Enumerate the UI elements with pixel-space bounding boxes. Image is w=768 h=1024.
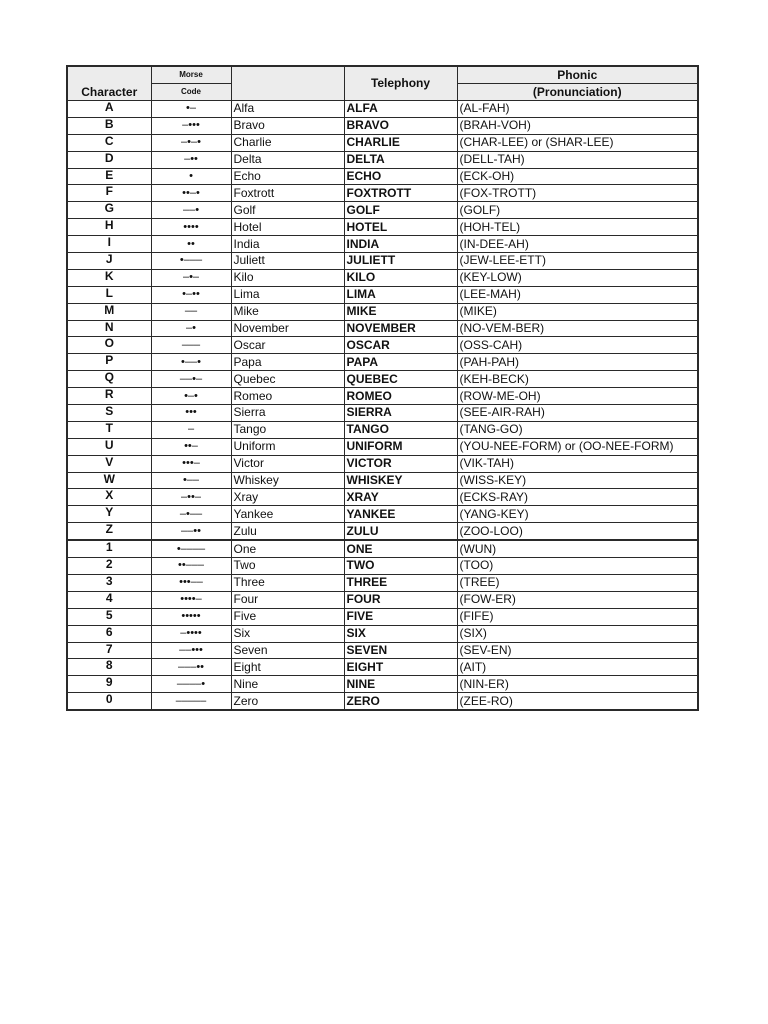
cell-character: N: [67, 320, 151, 337]
cell-phonic: (ECKS-RAY): [457, 489, 698, 506]
cell-morse-code: •••––: [151, 574, 231, 591]
cell-morse-code: –•–: [151, 269, 231, 286]
cell-character: 2: [67, 558, 151, 575]
cell-word: Yankee: [231, 506, 344, 523]
cell-phonic: (KEY-LOW): [457, 269, 698, 286]
cell-word: Delta: [231, 151, 344, 168]
cell-morse-code: ••: [151, 236, 231, 253]
table-row: [67, 236, 698, 253]
cell-telephony: NINE: [344, 676, 457, 693]
cell-morse-code: •–••: [151, 286, 231, 303]
cell-morse-code: –––••: [151, 659, 231, 676]
cell-word: Six: [231, 625, 344, 642]
cell-telephony: FOXTROTT: [344, 185, 457, 202]
cell-word: Xray: [231, 489, 344, 506]
cell-morse-code: –: [151, 421, 231, 438]
cell-character: V: [67, 455, 151, 472]
cell-morse-code: ••–•: [151, 185, 231, 202]
cell-morse-code: ••••–: [151, 591, 231, 608]
cell-character: 9: [67, 676, 151, 693]
table-row: [67, 455, 698, 472]
header-row-top: [67, 66, 698, 84]
cell-word: Bravo: [231, 117, 344, 134]
cell-morse-code: ––•••: [151, 642, 231, 659]
cell-character: T: [67, 421, 151, 438]
cell-word: Zulu: [231, 523, 344, 540]
cell-phonic: (GOLF): [457, 202, 698, 219]
cell-phonic: (LEE-MAH): [457, 286, 698, 303]
phonetic-alphabet-table-container: [66, 65, 697, 711]
cell-telephony: PAPA: [344, 354, 457, 371]
cell-character: O: [67, 337, 151, 354]
cell-telephony: OSCAR: [344, 337, 457, 354]
cell-word: Oscar: [231, 337, 344, 354]
table-row: [67, 558, 698, 575]
cell-character: 3: [67, 574, 151, 591]
cell-word: Seven: [231, 642, 344, 659]
cell-morse-code: •–•: [151, 388, 231, 405]
cell-phonic: (ROW-ME-OH): [457, 388, 698, 405]
cell-word: Kilo: [231, 269, 344, 286]
cell-telephony: TANGO: [344, 421, 457, 438]
table-row: [67, 371, 698, 388]
cell-phonic: (JEW-LEE-ETT): [457, 253, 698, 270]
cell-telephony: FIVE: [344, 608, 457, 625]
cell-telephony: NOVEMBER: [344, 320, 457, 337]
cell-word: Tango: [231, 421, 344, 438]
cell-character: X: [67, 489, 151, 506]
table-row: [67, 185, 698, 202]
cell-character: F: [67, 185, 151, 202]
cell-telephony: SEVEN: [344, 642, 457, 659]
cell-telephony: ONE: [344, 540, 457, 557]
table-row: [67, 388, 698, 405]
table-row: [67, 693, 698, 710]
cell-telephony: SIERRA: [344, 405, 457, 422]
cell-telephony: THREE: [344, 574, 457, 591]
cell-phonic: (DELL-TAH): [457, 151, 698, 168]
cell-phonic: (BRAH-VOH): [457, 117, 698, 134]
cell-morse-code: ––••: [151, 523, 231, 540]
cell-word: Sierra: [231, 405, 344, 422]
cell-morse-code: –••–: [151, 489, 231, 506]
cell-character: U: [67, 438, 151, 455]
cell-phonic: (ZOO-LOO): [457, 523, 698, 540]
cell-telephony: HOTEL: [344, 219, 457, 236]
table-row: [67, 523, 698, 540]
cell-telephony: QUEBEC: [344, 371, 457, 388]
cell-phonic: (AIT): [457, 659, 698, 676]
cell-phonic: (VIK-TAH): [457, 455, 698, 472]
cell-word: Four: [231, 591, 344, 608]
table-row: [67, 421, 698, 438]
table-row: [67, 574, 698, 591]
cell-phonic: (NO-VEM-BER): [457, 320, 698, 337]
cell-telephony: KILO: [344, 269, 457, 286]
cell-telephony: INDIA: [344, 236, 457, 253]
cell-telephony: DELTA: [344, 151, 457, 168]
cell-phonic: (FIFE): [457, 608, 698, 625]
cell-morse-code: –•••: [151, 117, 231, 134]
table-row: [67, 202, 698, 219]
table-row: [67, 354, 698, 371]
cell-morse-code: •––: [151, 472, 231, 489]
cell-character: 5: [67, 608, 151, 625]
cell-character: I: [67, 236, 151, 253]
cell-telephony: ROMEO: [344, 388, 457, 405]
cell-morse-code: ––•–: [151, 371, 231, 388]
header-morse-top: Morse: [151, 66, 231, 84]
cell-telephony: SIX: [344, 625, 457, 642]
cell-morse-code: •–: [151, 101, 231, 118]
cell-morse-code: •–––: [151, 253, 231, 270]
cell-phonic: (WUN): [457, 540, 698, 557]
cell-character: Z: [67, 523, 151, 540]
cell-phonic: (PAH-PAH): [457, 354, 698, 371]
table-row: [67, 303, 698, 320]
cell-character: P: [67, 354, 151, 371]
cell-character: G: [67, 202, 151, 219]
cell-phonic: (WISS-KEY): [457, 472, 698, 489]
cell-phonic: (AL-FAH): [457, 101, 698, 118]
cell-phonic: (FOW-ER): [457, 591, 698, 608]
cell-telephony: ZULU: [344, 523, 457, 540]
cell-morse-code: •: [151, 168, 231, 185]
cell-morse-code: –••••: [151, 625, 231, 642]
cell-character: Y: [67, 506, 151, 523]
table-row: [67, 117, 698, 134]
cell-telephony: WHISKEY: [344, 472, 457, 489]
cell-phonic: (ECK-OH): [457, 168, 698, 185]
cell-telephony: UNIFORM: [344, 438, 457, 455]
cell-morse-code: ––•: [151, 202, 231, 219]
cell-character: W: [67, 472, 151, 489]
table-row: [67, 591, 698, 608]
cell-word: Two: [231, 558, 344, 575]
cell-word: Juliett: [231, 253, 344, 270]
cell-character: M: [67, 303, 151, 320]
cell-phonic: (SEE-AIR-RAH): [457, 405, 698, 422]
cell-morse-code: •••••: [151, 608, 231, 625]
cell-telephony: MIKE: [344, 303, 457, 320]
cell-telephony: YANKEE: [344, 506, 457, 523]
cell-telephony: ZERO: [344, 693, 457, 710]
cell-morse-code: –•–•: [151, 134, 231, 151]
cell-morse-code: •••: [151, 405, 231, 422]
cell-morse-code: •••–: [151, 455, 231, 472]
cell-word: Mike: [231, 303, 344, 320]
cell-word: Nine: [231, 676, 344, 693]
cell-phonic: (TANG-GO): [457, 421, 698, 438]
cell-word: Charlie: [231, 134, 344, 151]
cell-phonic: (OSS-CAH): [457, 337, 698, 354]
table-row: [67, 134, 698, 151]
cell-character: 4: [67, 591, 151, 608]
cell-morse-code: –––: [151, 337, 231, 354]
cell-telephony: BRAVO: [344, 117, 457, 134]
cell-telephony: TWO: [344, 558, 457, 575]
cell-phonic: (YOU-NEE-FORM) or (OO-NEE-FORM): [457, 438, 698, 455]
cell-phonic: (TOO): [457, 558, 698, 575]
cell-phonic: (KEH-BECK): [457, 371, 698, 388]
cell-character: K: [67, 269, 151, 286]
table-row: [67, 540, 698, 557]
table-row: [67, 101, 698, 118]
cell-morse-code: ––: [151, 303, 231, 320]
cell-word: Papa: [231, 354, 344, 371]
cell-phonic: (ZEE-RO): [457, 693, 698, 710]
header-character: Character: [67, 66, 151, 101]
table-row: [67, 269, 698, 286]
cell-word: Zero: [231, 693, 344, 710]
table-row: [67, 489, 698, 506]
cell-character: E: [67, 168, 151, 185]
table-row: [67, 151, 698, 168]
table-row: [67, 642, 698, 659]
cell-character: 0: [67, 693, 151, 710]
table-row: [67, 676, 698, 693]
cell-character: C: [67, 134, 151, 151]
cell-morse-code: ••–––: [151, 558, 231, 575]
cell-morse-code: –––––: [151, 693, 231, 710]
phonetic-alphabet-table: [66, 65, 699, 711]
cell-character: B: [67, 117, 151, 134]
cell-phonic: (MIKE): [457, 303, 698, 320]
cell-word: Eight: [231, 659, 344, 676]
header-phonic-top: Phonic: [457, 66, 698, 84]
cell-word: Quebec: [231, 371, 344, 388]
table-row: [67, 286, 698, 303]
cell-word: Hotel: [231, 219, 344, 236]
cell-character: 1: [67, 540, 151, 557]
cell-word: Victor: [231, 455, 344, 472]
cell-telephony: GOLF: [344, 202, 457, 219]
cell-phonic: (NIN-ER): [457, 676, 698, 693]
cell-character: R: [67, 388, 151, 405]
cell-character: 8: [67, 659, 151, 676]
cell-telephony: EIGHT: [344, 659, 457, 676]
cell-telephony: JULIETT: [344, 253, 457, 270]
table-row: [67, 472, 698, 489]
table-row: [67, 219, 698, 236]
header-word: [231, 66, 344, 101]
cell-telephony: VICTOR: [344, 455, 457, 472]
table-row: [67, 438, 698, 455]
cell-telephony: LIMA: [344, 286, 457, 303]
table-row: [67, 253, 698, 270]
table-row: [67, 625, 698, 642]
table-row: [67, 320, 698, 337]
table-body: [67, 101, 698, 711]
table-row: [67, 659, 698, 676]
cell-word: Uniform: [231, 438, 344, 455]
cell-morse-code: –•––: [151, 506, 231, 523]
cell-character: 6: [67, 625, 151, 642]
table-header: [67, 66, 698, 101]
cell-word: Romeo: [231, 388, 344, 405]
cell-morse-code: ••••: [151, 219, 231, 236]
cell-phonic: (IN-DEE-AH): [457, 236, 698, 253]
cell-phonic: (FOX-TROTT): [457, 185, 698, 202]
cell-phonic: (SEV-EN): [457, 642, 698, 659]
cell-phonic: (HOH-TEL): [457, 219, 698, 236]
cell-telephony: ECHO: [344, 168, 457, 185]
cell-telephony: ALFA: [344, 101, 457, 118]
cell-telephony: FOUR: [344, 591, 457, 608]
table-row: [67, 506, 698, 523]
cell-word: Alfa: [231, 101, 344, 118]
cell-phonic: (CHAR-LEE) or (SHAR-LEE): [457, 134, 698, 151]
cell-character: D: [67, 151, 151, 168]
header-morse-bottom: Code: [151, 84, 231, 101]
cell-character: Q: [67, 371, 151, 388]
cell-word: India: [231, 236, 344, 253]
cell-word: Echo: [231, 168, 344, 185]
cell-character: S: [67, 405, 151, 422]
cell-character: H: [67, 219, 151, 236]
cell-word: November: [231, 320, 344, 337]
cell-character: 7: [67, 642, 151, 659]
cell-character: A: [67, 101, 151, 118]
cell-word: Five: [231, 608, 344, 625]
header-telephony: Telephony: [344, 66, 457, 101]
cell-character: L: [67, 286, 151, 303]
cell-word: One: [231, 540, 344, 557]
cell-character: J: [67, 253, 151, 270]
cell-morse-code: •––•: [151, 354, 231, 371]
cell-word: Golf: [231, 202, 344, 219]
cell-word: Three: [231, 574, 344, 591]
cell-phonic: (TREE): [457, 574, 698, 591]
cell-morse-code: ••–: [151, 438, 231, 455]
cell-telephony: CHARLIE: [344, 134, 457, 151]
header-phonic-bottom: (Pronunciation): [457, 84, 698, 101]
cell-morse-code: ––––•: [151, 676, 231, 693]
cell-word: Foxtrott: [231, 185, 344, 202]
cell-morse-code: –••: [151, 151, 231, 168]
table-row: [67, 405, 698, 422]
table-row: [67, 337, 698, 354]
cell-telephony: XRAY: [344, 489, 457, 506]
cell-morse-code: •––––: [151, 540, 231, 557]
cell-phonic: (YANG-KEY): [457, 506, 698, 523]
table-row: [67, 608, 698, 625]
cell-phonic: (SIX): [457, 625, 698, 642]
cell-morse-code: –•: [151, 320, 231, 337]
cell-word: Lima: [231, 286, 344, 303]
table-row: [67, 168, 698, 185]
cell-word: Whiskey: [231, 472, 344, 489]
